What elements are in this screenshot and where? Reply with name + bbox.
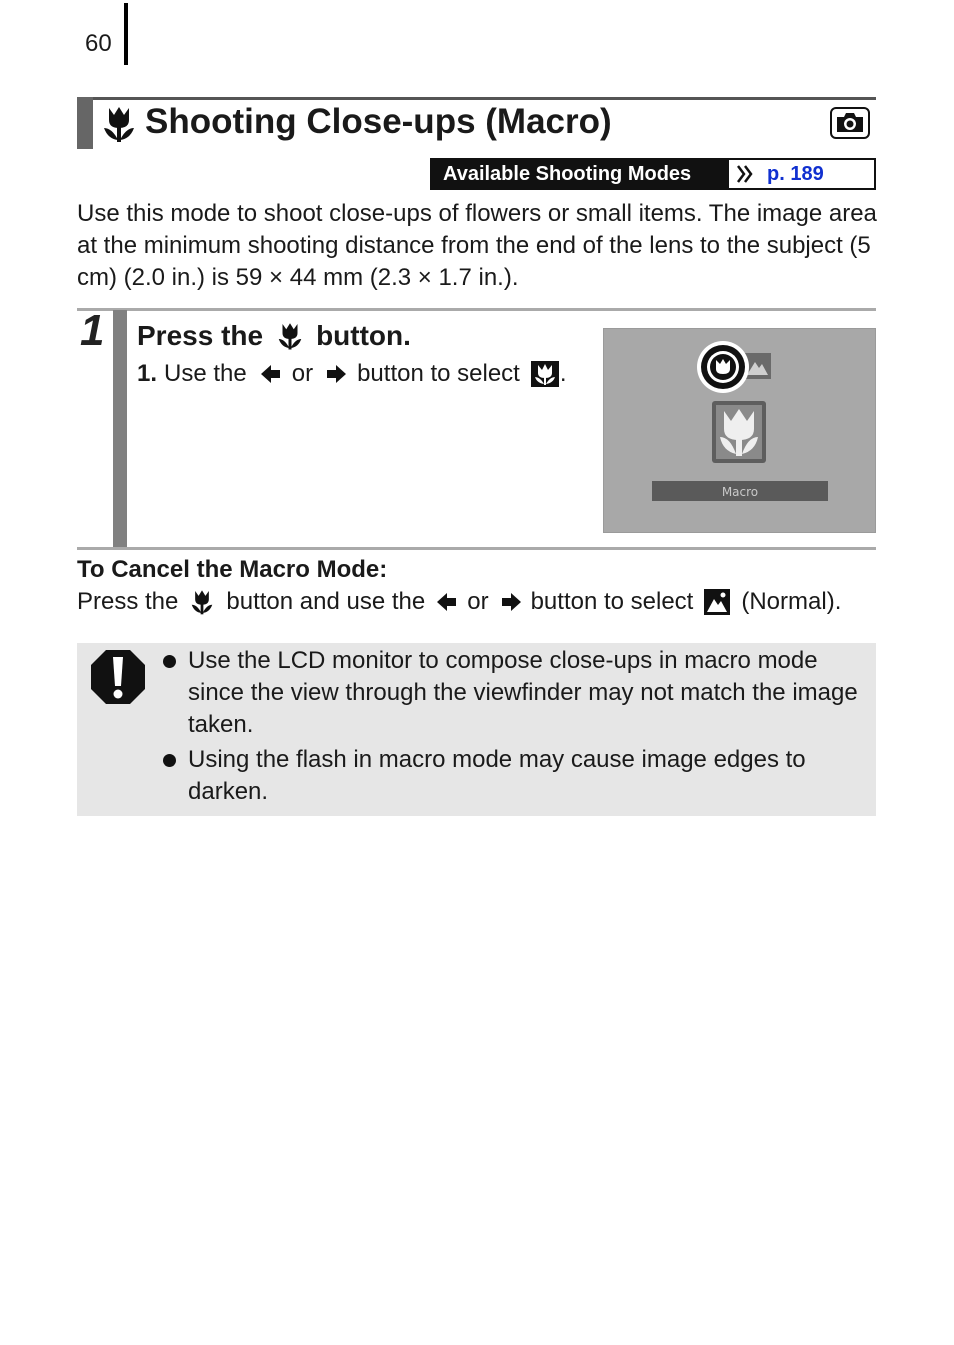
macro-button-icon [189,588,215,616]
cancel-text-4: (Normal). [741,588,842,615]
macro-flower-icon [100,104,138,144]
cancel-or: or [467,588,489,615]
available-modes-box [430,158,876,190]
left-arrow-icon [260,363,282,385]
cancel-text-2: button and use the [226,588,426,615]
instruction-text-2: button to select [357,360,520,387]
step-bottom-rule [77,547,876,550]
right-arrow-icon [325,363,347,385]
caution-icon [89,648,147,706]
step-top-rule [77,308,876,311]
right-arrow-icon [500,591,522,613]
step-instruction [137,360,567,388]
title-rule [77,97,876,100]
camera-mode-badge [830,107,870,139]
title-accent-bar [77,97,93,149]
instruction-text-1: Use the [164,360,247,387]
caution-bullet: Use the LCD monitor to compose close-ups in macro mode since the view through the viewfinder may not match the image taken. [162,645,866,741]
lcd-illustration [604,329,877,534]
camera-lcd-screen [603,328,876,533]
instruction-or: or [291,360,314,387]
page-reference-link[interactable]: p. 189 [767,163,824,185]
auto-mode-icon [697,341,749,393]
macro-select-icon [530,360,560,388]
cancel-text-1: Press the [77,588,179,615]
available-modes-label: Available Shooting Modes [432,160,729,188]
cancel-instruction [77,588,841,616]
cancel-heading: To Cancel the Macro Mode: [77,556,388,583]
lcd-mode-label: Macro [721,485,759,499]
macro-button-icon [275,321,305,351]
page-number-divider [124,3,128,65]
step-heading [137,320,411,352]
page-title: Shooting Close-ups (Macro) [145,102,612,141]
step-side-bar [113,310,127,548]
double-chevron-right-icon [729,160,761,188]
intro-paragraph: Use this mode to shoot close-ups of flowers or small items. The image area at the minimum shooting distance from the end of the lens to the subject (5 cm) (2.0 in.) is 59 × 44 mm (2.3 × 1.7 in.). [77,200,877,291]
page-number: 60 [85,30,112,57]
step-number: 1 [80,306,105,355]
landscape-normal-icon [703,588,731,616]
cancel-text-3: button to select [530,588,694,615]
instruction-number: 1. [137,360,158,387]
camera-icon [832,109,868,137]
left-arrow-icon [436,591,458,613]
macro-flower-icon [712,401,766,463]
step-heading-prefix: Press the [137,320,264,351]
step-heading-suffix: button. [316,320,411,351]
caution-bullet: Using the flash in macro mode may cause image edges to darken. [162,744,866,808]
caution-list [162,645,866,811]
instruction-end: . [559,360,567,387]
